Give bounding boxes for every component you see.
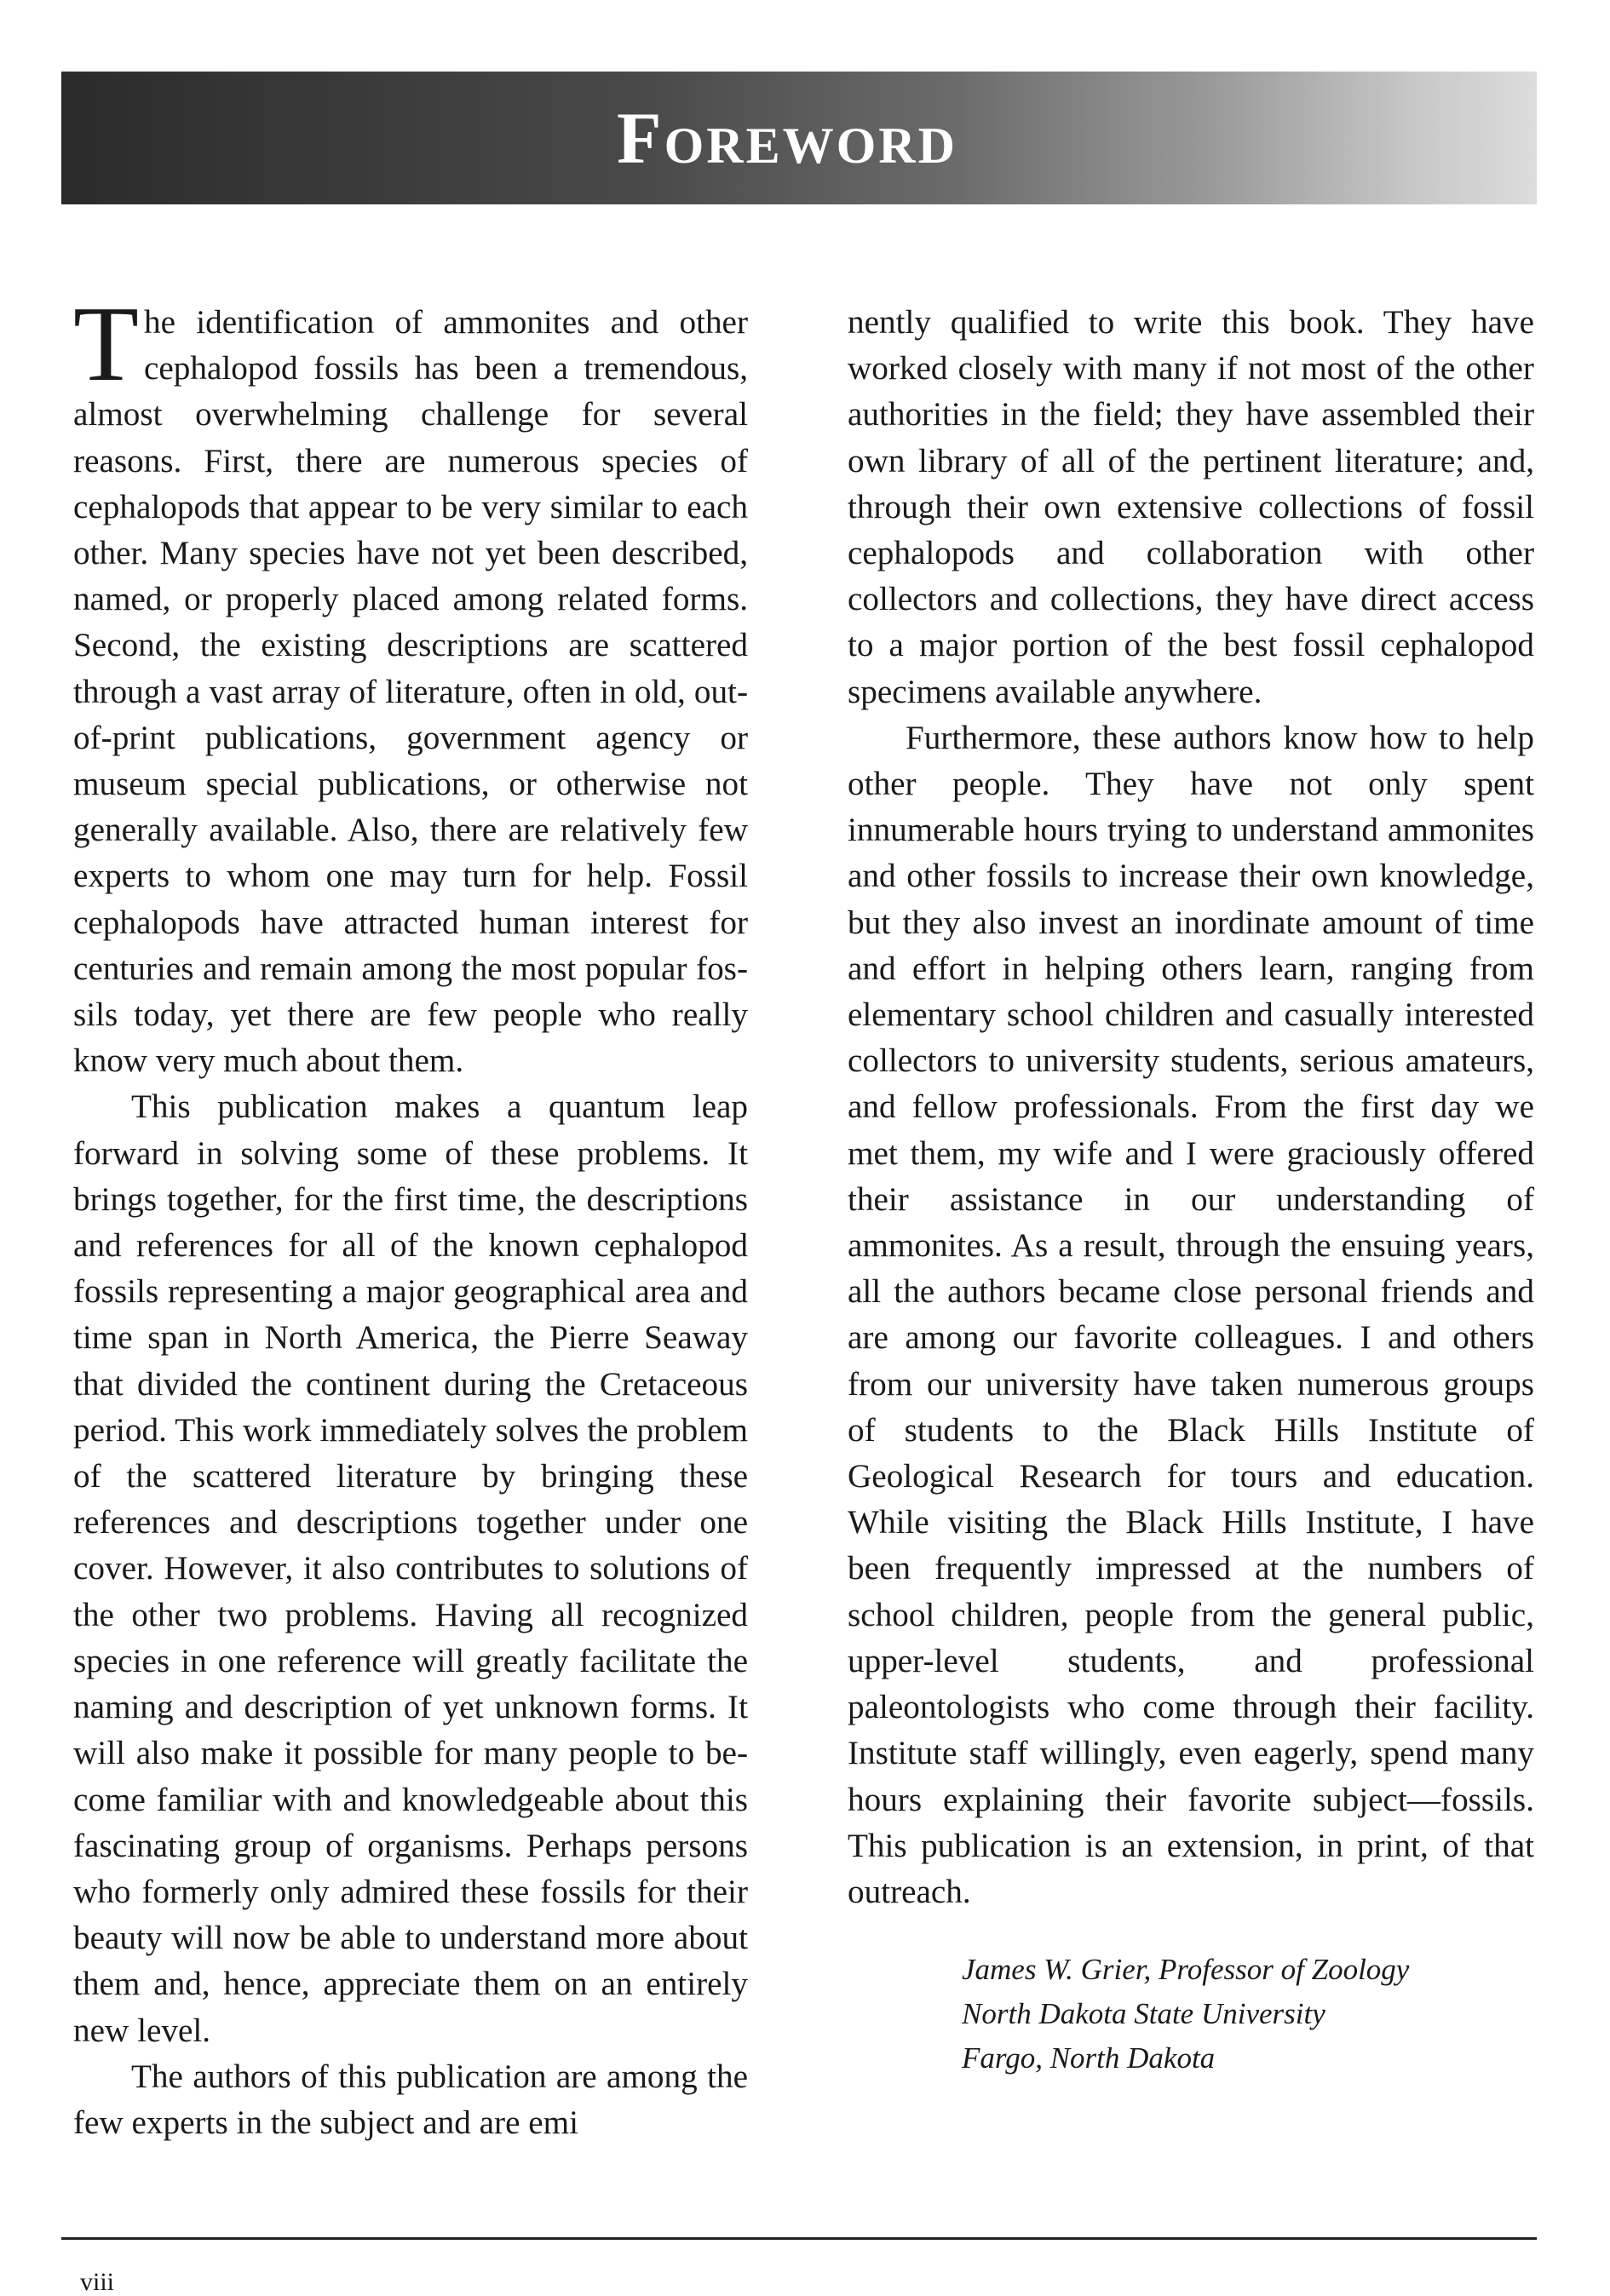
signature-location: Fargo, North Dakota: [962, 2041, 1216, 2075]
title-banner: [61, 72, 1537, 204]
signature-name: James W. Grier, Professor of Zoology: [962, 1953, 1410, 1987]
right-column: [848, 300, 1534, 2081]
paragraph-2: This publication makes a quantum leap forward in solving some of these problems. It brings together, for the first time, the descriptions and references for all of the known cephalopod fossils representing a major geographical area and time span in North America, the Pierre Seaway that divided the continent during the Cretaceous period. This work immediately solves the problem of the scattered literature by bringing these references and descriptions together under one cover. However, it also contributes to solutions of the other two problems. Having all recognized species in one reference will greatly facilitate the naming and description of yet unknown forms. It will also make it possible for many people to become familiar with and knowledgeable about this fascinating group of organisms. Perhaps persons who formerly only admired these fossils for their beauty will now be able to understand more about them and, hence, appreciate them on an entirely new level.: [73, 1088, 748, 2049]
page-number: viii: [80, 2268, 115, 2296]
page-title: Foreword: [617, 97, 957, 179]
drop-cap: T: [73, 285, 139, 404]
signature-institution: North Dakota State University: [962, 1997, 1325, 2031]
paragraph-1-text: he identification of ammonites and other cephalopod fossils has been a tremendous, almost overwhelming challenge for several reasons. First, there are numerous species of cephalopods that appear to be very similar to each other. Many species have not yet been described, named, or properly placed among related forms. Second, the existing descriptions are scattered through a vast array of literature, often in old, out-of-print publications, government agency or museum special publications, or otherwise not generally available. Also, there are relatively few experts to whom one may turn for help. Fossil cephalopods have attracted human interest for centuries and remain among the most popular fossils today, yet there are few people who really know very much about them.: [73, 304, 748, 1080]
left-column: [73, 285, 748, 2146]
signature-block: [962, 1948, 1534, 2081]
paragraph-3: The authors of this publication are among the few experts in the subject and are emi: [73, 2058, 748, 2141]
paragraph-1: [73, 285, 748, 1084]
paragraph-4: Furthermore, these authors know how to help other people. They have not only spent innumerable hours trying to understand ammonites and other fossils to increase their own knowledge, but they also invest an inordinate amount of time and effort in helping others learn, ranging from elementary school children and casually interested collectors to university students, serious amateurs, and fellow professionals. From the first day we met them, my wife and I were graciously offered their assistance in our understanding of ammonites. As a result, through the ensuing years, all the authors became close personal friends and are among our favorite colleagues. I and others from our university have taken numerous groups of students to the Black Hills Institute of Geological Research for tours and education. While visiting the Black Hills Institute, I have been frequently impressed at the numbers of school children, people from the general public, upper-level students, and professional paleontologists who come through their facility. Institute staff willingly, even eagerly, spend many hours explaining their favorite subject—fossils. This publication is an extension, in print, of that outreach.: [848, 719, 1534, 1910]
paragraph-3-continued: nently qualified to write this book. They have worked closely with many if not most of the other authorities in the field; they have assembled their own library of all of the pertinent literature; and, through their own extensive collections of fossil cephalopods and collaboration with other collectors and collections, they have direct access to a major portion of the best fossil cephalopod specimens available anywhere.: [848, 304, 1534, 710]
footer-rule: [61, 2237, 1537, 2240]
